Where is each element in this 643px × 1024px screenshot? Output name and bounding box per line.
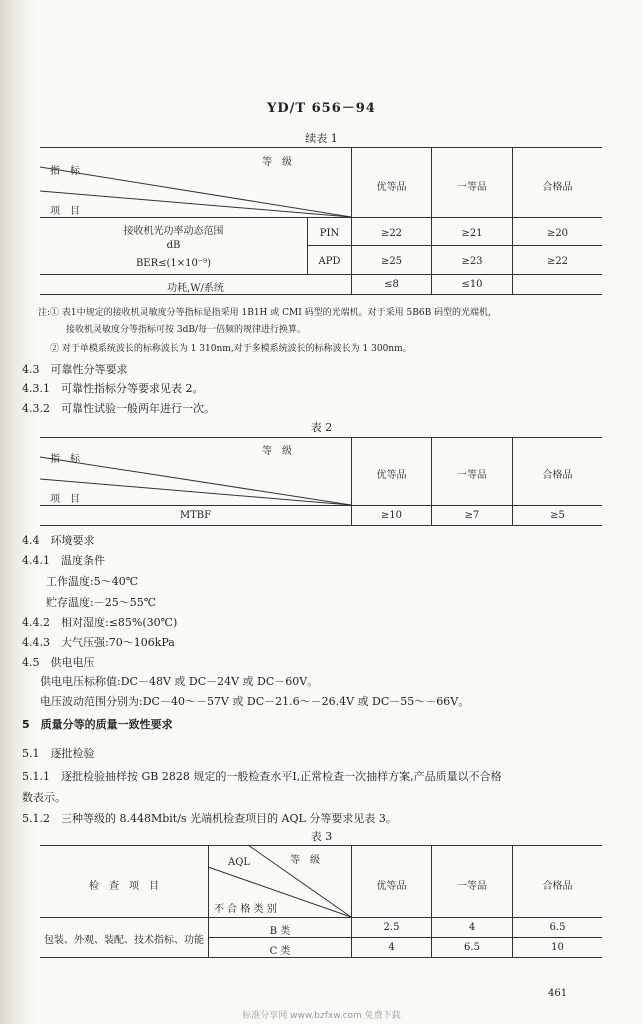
table3-grade-3: 合格品 bbox=[542, 881, 573, 892]
table3-grade-1: 优等品 bbox=[376, 881, 407, 892]
table3-row-c-v3: 10 bbox=[551, 942, 564, 953]
table2-diagonal bbox=[40, 437, 352, 506]
table3-row-b-category: B 类 bbox=[269, 926, 291, 937]
table3-row-c-v2: 6.5 bbox=[464, 942, 480, 953]
section-5-1: 5.1 逐批检验 bbox=[22, 747, 95, 760]
table3-grade-2: 一等品 bbox=[457, 881, 487, 892]
table1-apd-v2: ≥23 bbox=[461, 256, 483, 267]
table3-row-b-v3: 6.5 bbox=[549, 922, 566, 933]
table3-category-label: 不 合 格 类 别 bbox=[214, 904, 277, 915]
table2-row-v2: ≥7 bbox=[464, 510, 480, 521]
table3-aql-label: AQL bbox=[228, 857, 251, 868]
table2-grade-label: 等 级 bbox=[262, 446, 292, 457]
table1-apd-v3: ≥22 bbox=[546, 256, 569, 267]
document-header: YD/T 656－94 bbox=[267, 101, 376, 116]
table1-grade-label: 等 级 bbox=[262, 157, 292, 168]
table2-item-label: 项 目 bbox=[50, 494, 80, 505]
table1-sub-apd: APD bbox=[318, 256, 341, 267]
table1-row1-condition: BER≤(1×10⁻⁹) bbox=[135, 258, 212, 269]
table1-row2-name: 功耗,W/系统 bbox=[167, 283, 224, 294]
table2-row-v3: ≥5 bbox=[550, 510, 565, 521]
table1-grade-1: 优等品 bbox=[376, 182, 407, 193]
footer-watermark: 标准分享网 www.bzfxw.com 免费下载 bbox=[242, 1011, 401, 1021]
table2-grade-2: 一等品 bbox=[457, 470, 487, 481]
table3-row-b-v1: 2.5 bbox=[383, 922, 400, 933]
table3-row-c-v1: 4 bbox=[388, 942, 395, 953]
table1-diagonal bbox=[40, 147, 352, 218]
section-5-1-1-line-2: 数表示。 bbox=[22, 791, 66, 804]
table3-caption: 表 3 bbox=[310, 830, 333, 843]
section-4-3-1: 4.3.1 可靠性指标分等要求见表 2。 bbox=[22, 382, 204, 395]
storage-temperature: 贮存温度:－25～55℃ bbox=[46, 596, 157, 609]
table3-item-header: 检 查 项 目 bbox=[89, 881, 159, 892]
table2-grade-1: 优等品 bbox=[376, 470, 407, 481]
table1-row1-name: 接收机光功率动态范围 bbox=[123, 226, 224, 237]
table3-grade-label: 等 级 bbox=[290, 855, 320, 866]
table1-row1-unit: dB bbox=[166, 240, 181, 251]
table1-apd-v1: ≥25 bbox=[380, 256, 403, 267]
section-5: 5 质量分等的质量一致性要求 bbox=[22, 718, 173, 731]
section-5-1-1-line-1: 5.1.1 逐批检验抽样按 GB 2828 规定的一般检查水平Ⅰ,正常检查一次抽样方案,产品质量以不合格 bbox=[22, 770, 502, 783]
table1-caption: 续表 1 bbox=[305, 132, 338, 145]
table1-grade-2: 一等品 bbox=[457, 182, 487, 193]
note-1-line-1: 注:① 表1中规定的接收机灵敏度分等指标是指采用 1B1H 或 CMI 码型的光端机。对于采用 5B6B 码型的光端机, bbox=[38, 308, 491, 318]
table1-indicator-label: 指 标 bbox=[50, 166, 80, 177]
supply-range: 电压波动范围分别为:DC－40～－57V 或 DC－21.6～－26.4V 或 DC－55～－66V。 bbox=[40, 695, 470, 708]
table2-grade-3: 合格品 bbox=[542, 470, 573, 481]
note-2: ② 对于单模系统波长的标称波长为 1 310nm,对于多模系统波长的标称波长为 1 300nm。 bbox=[50, 344, 412, 354]
section-5-1-2: 5.1.2 三种等级的 8.448Mbit/s 光端机检查项目的 AQL 分等要求见表 3。 bbox=[22, 812, 397, 825]
section-4-5: 4.5 供电电压 bbox=[22, 656, 95, 669]
supply-nominal: 供电电压标称值:DC－48V 或 DC－24V 或 DC－60V。 bbox=[40, 675, 319, 688]
table2-caption: 表 2 bbox=[310, 421, 333, 434]
section-4-4-1: 4.4.1 温度条件 bbox=[22, 554, 105, 567]
section-4-4-2: 4.4.2 相对湿度:≤85%(30℃) bbox=[22, 616, 178, 629]
table1-row2-v1: ≤8 bbox=[384, 279, 399, 290]
table2-row-name: MTBF bbox=[179, 510, 212, 521]
table2-row-v1: ≥10 bbox=[380, 510, 403, 521]
table1-sub-pin: PIN bbox=[319, 228, 340, 239]
table2-indicator-label: 指 标 bbox=[50, 454, 80, 465]
note-1-line-2: 接收机灵敏度分等指标可按 3dB/每一倍频的规律进行换算。 bbox=[66, 325, 306, 335]
section-4-3-2: 4.3.2 可靠性试验一般两年进行一次。 bbox=[22, 402, 215, 415]
table3-row-name: 包装、外观、装配、技术指标、功能 bbox=[44, 935, 204, 946]
section-4-4-3: 4.4.3 大气压强:70～106kPa bbox=[22, 636, 175, 649]
table1-pin-v3: ≥20 bbox=[546, 228, 569, 239]
page-number: 461 bbox=[548, 988, 568, 999]
table1-pin-v2: ≥21 bbox=[461, 228, 483, 239]
table1-pin-v1: ≥22 bbox=[380, 228, 403, 239]
table1-row2-v2: ≤10 bbox=[461, 279, 483, 290]
scan-edge-shadow bbox=[0, 0, 36, 1024]
table1-grade-3: 合格品 bbox=[542, 182, 573, 193]
table3-row-b-v2: 4 bbox=[468, 922, 476, 933]
section-4-3: 4.3 可靠性分等要求 bbox=[22, 363, 128, 376]
table1-item-label: 项 目 bbox=[50, 206, 80, 217]
section-4-4: 4.4 环境要求 bbox=[22, 534, 95, 547]
work-temperature: 工作温度:5～40℃ bbox=[46, 575, 139, 588]
table3-row-c-category: C 类 bbox=[269, 946, 291, 957]
